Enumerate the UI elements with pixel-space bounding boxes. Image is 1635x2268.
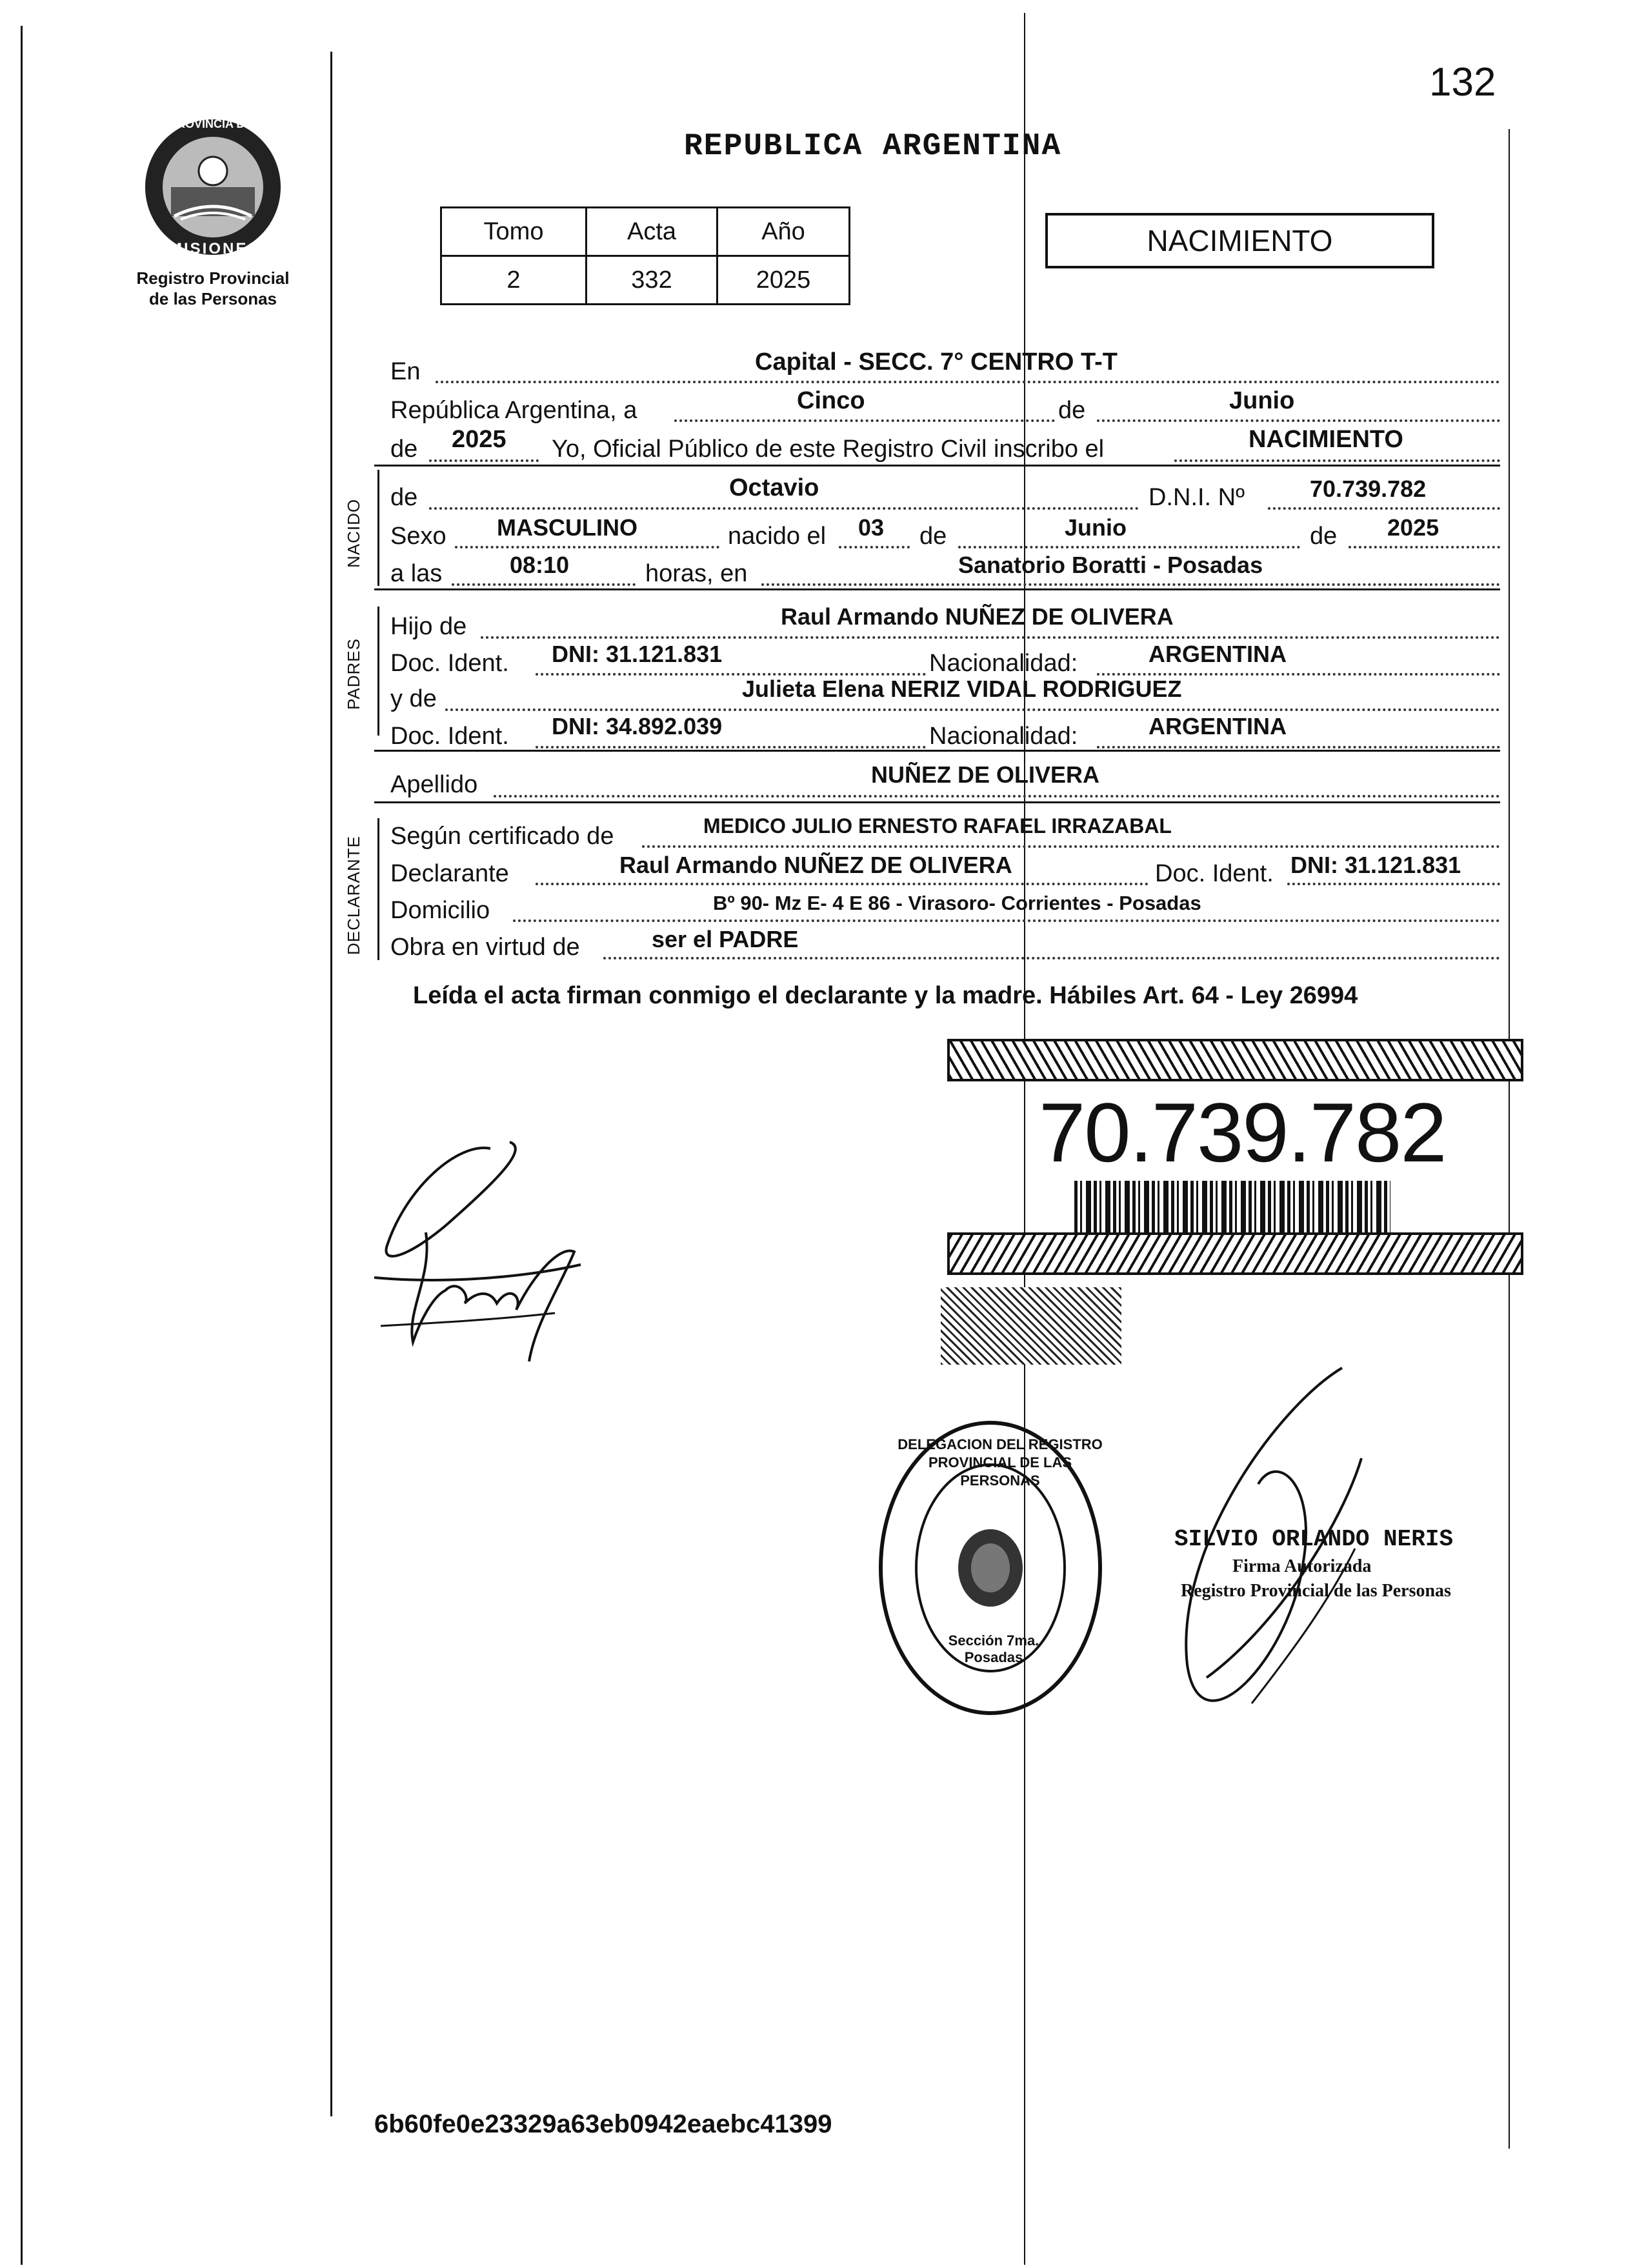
registry-caption-line1: Registro Provincial — [136, 268, 290, 288]
content-left-line — [330, 52, 332, 2116]
birth-month-value: Junio — [1065, 514, 1127, 541]
de-birth-year-label: de — [1310, 523, 1338, 550]
table-header-tomo: Tomo — [441, 208, 587, 256]
legal-text: Leída el acta firman conmigo el declarante y la madre. Hábiles Art. 64 - Ley 26994 — [413, 982, 1358, 1009]
declarante-value: Raul Armando NUÑEZ DE OLIVERA — [619, 852, 1012, 878]
separator-line — [374, 750, 1500, 752]
dotted-line — [642, 845, 1500, 848]
certificado-value: MEDICO JULIO ERNESTO RAFAEL IRRAZABAL — [703, 814, 1172, 838]
dotted-line — [513, 919, 1500, 922]
time-value: 08:10 — [510, 552, 570, 578]
left-margin-line — [21, 26, 23, 2265]
mother-name-value: Julieta Elena NERIZ VIDAL RODRIGUEZ — [742, 676, 1182, 702]
dotted-line — [429, 507, 1139, 510]
year-value: 2025 — [452, 426, 507, 453]
dotted-line — [839, 546, 910, 548]
nacido-el-label: nacido el — [728, 523, 827, 550]
separator-line — [374, 588, 1500, 590]
logo-text-top: PROVINCIA DE — [169, 117, 253, 130]
padres-bracket — [377, 607, 379, 736]
padres-section-label: PADRES — [344, 638, 363, 710]
registry-caption-line2: de las Personas — [149, 289, 277, 308]
table-value-tomo: 2 — [441, 256, 587, 305]
name-value: Octavio — [729, 474, 819, 501]
dotted-line — [494, 795, 1500, 798]
de-birth-month-label: de — [919, 523, 947, 550]
official-role: Firma Autorizada — [1232, 1556, 1372, 1576]
day-value: Cinco — [797, 387, 865, 414]
dotted-line — [1349, 546, 1500, 548]
domicilio-value: Bº 90- Mz E- 4 E 86 - Virasoro- Corrientes - Posadas — [713, 892, 1201, 914]
father-nationality-label: Nacionalidad: — [929, 650, 1078, 677]
de-year-label: de — [390, 436, 418, 463]
official-signature — [1149, 1355, 1407, 1755]
obra-label: Obra en virtud de — [390, 934, 580, 961]
seal-ring-text: DELEGACION DEL REGISTRO PROVINCIAL DE LAS PERSONAS — [898, 1436, 1103, 1489]
yo-text: Yo, Oficial Público de este Registro Civil inscribo el — [552, 436, 1105, 463]
dotted-line — [1097, 419, 1500, 422]
dotted-line — [1097, 746, 1500, 748]
father-doc-value: DNI: 31.121.831 — [552, 641, 723, 667]
a-las-label: a las — [390, 560, 443, 587]
dotted-line — [455, 546, 719, 548]
birth-day-value: 03 — [858, 514, 885, 541]
document-hash: 6b60fe0e23329a63eb0942eaebc41399 — [374, 2110, 832, 2138]
declarante-doc-label: Doc. Ident. — [1155, 860, 1274, 887]
dotted-line — [761, 583, 1500, 586]
father-name-value: Raul Armando NUÑEZ DE OLIVERA — [781, 603, 1174, 630]
apellido-label: Apellido — [390, 771, 478, 798]
record-table — [440, 206, 850, 305]
right-margin-line — [1509, 129, 1510, 2149]
official-name: SILVIO ORLANDO NERIS — [1174, 1526, 1454, 1552]
table-value-anio: 2025 — [717, 256, 850, 305]
dotted-line — [674, 419, 1055, 422]
logo-text-bottom: MISIONES — [169, 240, 261, 257]
dotted-line — [1268, 507, 1500, 510]
en-label: En — [390, 358, 421, 385]
country-title: REPUBLICA ARGENTINA — [684, 129, 1062, 164]
id-sticker-number: 70.739.782 — [1039, 1085, 1446, 1179]
de-label: de — [1058, 397, 1086, 424]
security-band-top — [947, 1039, 1523, 1081]
seal-center-text: Sección 7ma. Posadas — [948, 1632, 1039, 1665]
dotted-line — [429, 459, 539, 462]
declarante-bracket — [377, 818, 379, 960]
official-office: Registro Provincial de las Personas — [1181, 1581, 1451, 1601]
mother-doc-value: DNI: 34.892.039 — [552, 713, 723, 739]
place-value: Sanatorio Boratti - Posadas — [958, 552, 1263, 578]
sexo-label: Sexo — [390, 523, 446, 550]
page-number: 132 — [1429, 60, 1496, 105]
mother-doc-label: Doc. Ident. — [390, 723, 509, 750]
apellido-value: NUÑEZ DE OLIVERA — [871, 761, 1100, 788]
sexo-value: MASCULINO — [497, 514, 637, 541]
y-de-label: y de — [390, 685, 437, 712]
declarant-signature — [368, 1129, 639, 1374]
hologram-patch — [941, 1287, 1121, 1365]
mother-nationality-value: ARGENTINA — [1149, 713, 1287, 739]
certificado-label: Según certificado de — [390, 823, 614, 850]
en-value: Capital - SECC. 7° CENTRO T-T — [755, 348, 1118, 376]
dotted-line — [536, 883, 1149, 885]
nacido-bracket — [377, 470, 379, 586]
dni-value: 70.739.782 — [1310, 476, 1427, 502]
dotted-line — [603, 957, 1500, 959]
table-header-acta: Acta — [587, 208, 717, 256]
hijo-de-label: Hijo de — [390, 613, 467, 640]
table-header-anio: Año — [717, 208, 850, 256]
dotted-line — [958, 546, 1300, 548]
separator-line — [374, 465, 1500, 467]
father-doc-label: Doc. Ident. — [390, 650, 509, 677]
dotted-line — [1287, 883, 1500, 885]
table-value-acta: 332 — [587, 256, 717, 305]
month-value: Junio — [1229, 387, 1295, 414]
security-band-bottom — [947, 1232, 1523, 1275]
dotted-line — [445, 708, 1500, 711]
declarante-doc-value: DNI: 31.121.831 — [1290, 852, 1461, 878]
mother-nationality-label: Nacionalidad: — [929, 723, 1078, 750]
dotted-line — [452, 583, 636, 586]
dotted-line — [481, 636, 1500, 639]
separator-line — [374, 801, 1500, 803]
horas-en-label: horas, en — [645, 560, 748, 587]
birth-year-value: 2025 — [1387, 514, 1439, 541]
father-nationality-value: ARGENTINA — [1149, 641, 1287, 667]
dni-label: D.N.I. Nº — [1149, 484, 1245, 511]
declarante-section-label: DECLARANTE — [344, 836, 363, 955]
republica-label: República Argentina, a — [390, 397, 637, 424]
dotted-line — [436, 381, 1500, 383]
declarante-label: Declarante — [390, 860, 509, 887]
dotted-line — [1174, 459, 1500, 462]
registry-caption — [110, 268, 316, 309]
de-name-label: de — [390, 484, 418, 511]
nacido-section-label: NACIDO — [344, 498, 363, 568]
act-type-box: NACIMIENTO — [1045, 213, 1434, 268]
dotted-line — [536, 746, 926, 748]
obra-value: ser el PADRE — [652, 926, 799, 952]
inscribe-value: NACIMIENTO — [1249, 426, 1403, 453]
domicilio-label: Domicilio — [390, 897, 490, 924]
